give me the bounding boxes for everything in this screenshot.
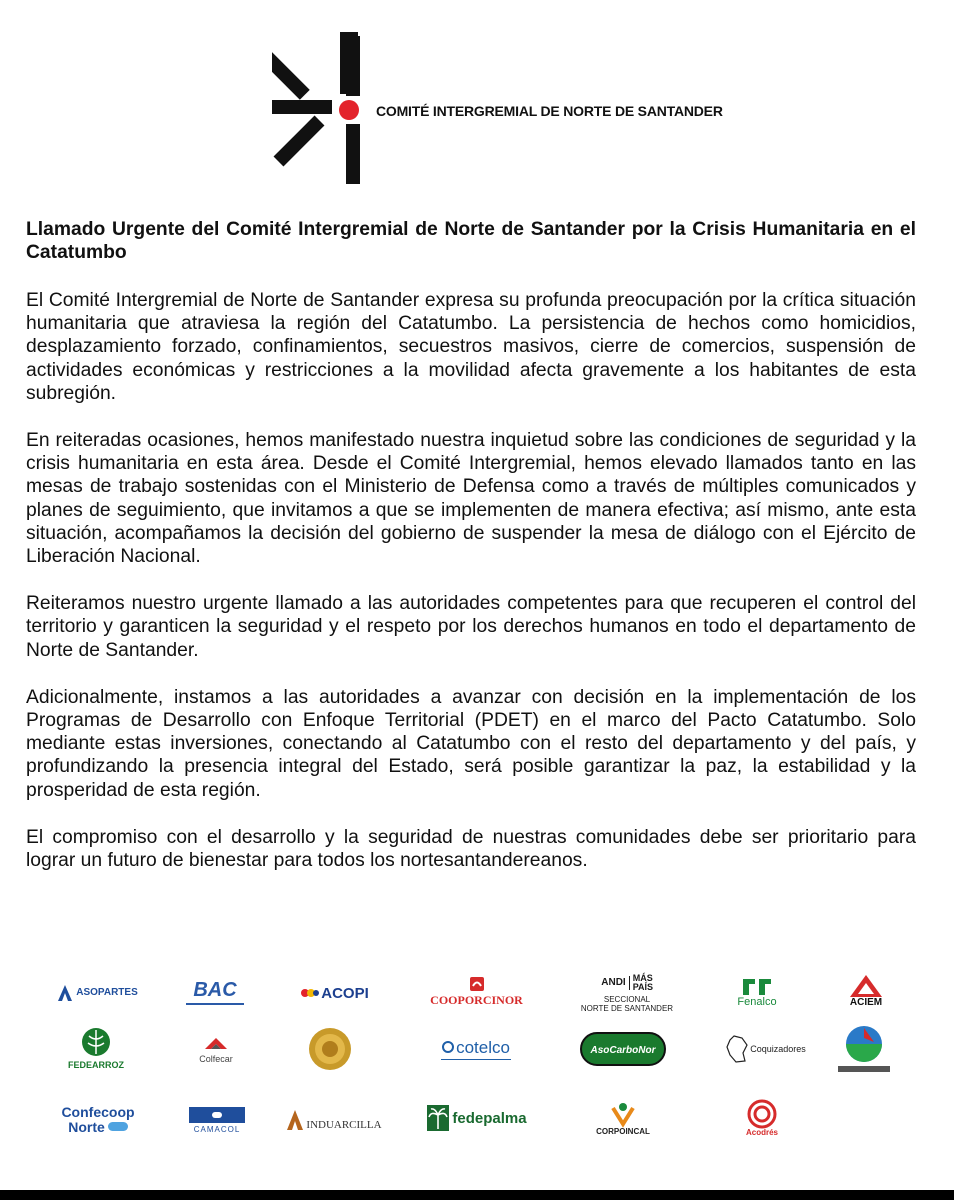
logo-bac: BAC [180,970,250,1014]
paragraph-1: El Comité Intergremial de Norte de Santander expresa su profunda preocupación por la crítica situación humanitaria que atraviesa la región del Catatumbo. La persistencia de hechos como homicidios, desplazamiento forzado, confinamientos, secuestros masivos, cierre de comercios, suspensión de actividades económicas y restricciones a la movilidad afecta gravemente a los habitantes de esta subregión. [26,290,916,404]
palm-tree-icon [427,1105,449,1131]
document-title: Llamado Urgente del Comité Intergremial de Norte de Santander por la Crisis Humanitaria en el Catatumbo [26,219,916,263]
logo-confecoop: Confecoop Norte [61,1103,135,1135]
logo-corpoincal: CORPOINCAL [580,1094,666,1142]
corpoincal-icon [609,1100,637,1128]
logo-cotelco: cotelco [426,1030,526,1068]
acodres-icon [747,1099,777,1129]
cooporcinor-icon [469,976,485,992]
logo-fedearroz: FEDEARROZ [56,1024,136,1072]
colfecar-icon [204,1037,228,1053]
acopi-icon [301,987,319,999]
logo-aciem: ACIEM [836,966,896,1016]
letterhead [272,32,732,188]
logo-coquizadores: Coquizadores [716,1028,816,1070]
asopartes-icon [57,984,73,1002]
bottom-border [0,1190,954,1200]
logo-camacol: CAMACOL [184,1102,250,1138]
paragraph-2: En reiteradas ocasiones, hemos manifestado nuestra inquietud sobre las condiciones de seguridad y la crisis humanitaria en esta área. Desde el Comité Intergremial, hemos elevado llamados tanto en las mesas de trabajo sostenidas con el Ministerio de Defensa como a través de múltiples comunicados y planes de seguimiento, que invitamos a que se implementen de manera efectiva; así mismo, ante esta situación, acompañamos la decisión del gobierno de suspender la mesa de diálogo con el Ejército de Liberación Nacional. [26,430,916,568]
fedearroz-icon [77,1027,115,1061]
red-dot-icon [339,100,359,120]
globe-icon [844,1024,884,1064]
logo-andi: ANDI MÁS PAÍS SECCIONAL NORTE DE SANTANDER [580,972,674,1013]
logo-induarcilla: INDUARCILLA [286,1100,382,1140]
logo-gold-seal [306,1026,354,1072]
logo-colfecar: Colfecar [186,1028,246,1072]
paragraph-5: El compromiso con el desarrollo y la seguridad de nuestras comunidades debe ser prioritario para lograr un futuro de bienestar para todos los nortesantandereanos. [26,826,916,872]
induarcilla-icon [286,1109,304,1131]
logo-fedepalma: fedepalma [424,1098,530,1138]
coquizadores-map-icon [726,1035,748,1063]
gold-seal-icon [308,1027,352,1071]
organization-name: COMITÉ INTERGREMIAL DE NORTE DE SANTANDER [376,103,723,119]
logo-acopi: ACOPI [290,976,380,1010]
aciem-icon [849,974,883,998]
logo-globe [836,1024,892,1072]
fenalco-icon [741,977,773,997]
comite-logo-icon [272,32,372,188]
logo-fenalco: Fenalco [722,968,792,1016]
logo-asopartes: ASOPARTES [50,976,145,1010]
paragraph-3: Reiteramos nuestro urgente llamado a las autoridades competentes para que recuperen el control del territorio y garanticen la seguridad y el respeto por los derechos humanos en todo el departamento de Norte de Santander. [26,593,916,661]
member-logos [40,962,920,1152]
logo-cooporcinor: COOPORCINOR [424,970,529,1012]
logo-asocarbonor: AsoCarboNor [580,1026,666,1072]
statement-document [26,218,916,896]
paragraph-4: Adicionalmente, instamos a las autoridades a avanzar con decisión en la implementación de los Programas de Desarrollo con Enfoque Territorial (PDET) en el marco del Pacto Catatumbo. Solo mediante estas inversiones, conectando al Catatumbo con el resto del departamento y del país, y profundizando la presencia integral del Estado, será posible garantizar la paz, la estabilidad y la prosperidad de esta región. [26,686,916,801]
logo-acodres: Acodrés [732,1094,792,1142]
cotelco-icon [442,1041,454,1053]
